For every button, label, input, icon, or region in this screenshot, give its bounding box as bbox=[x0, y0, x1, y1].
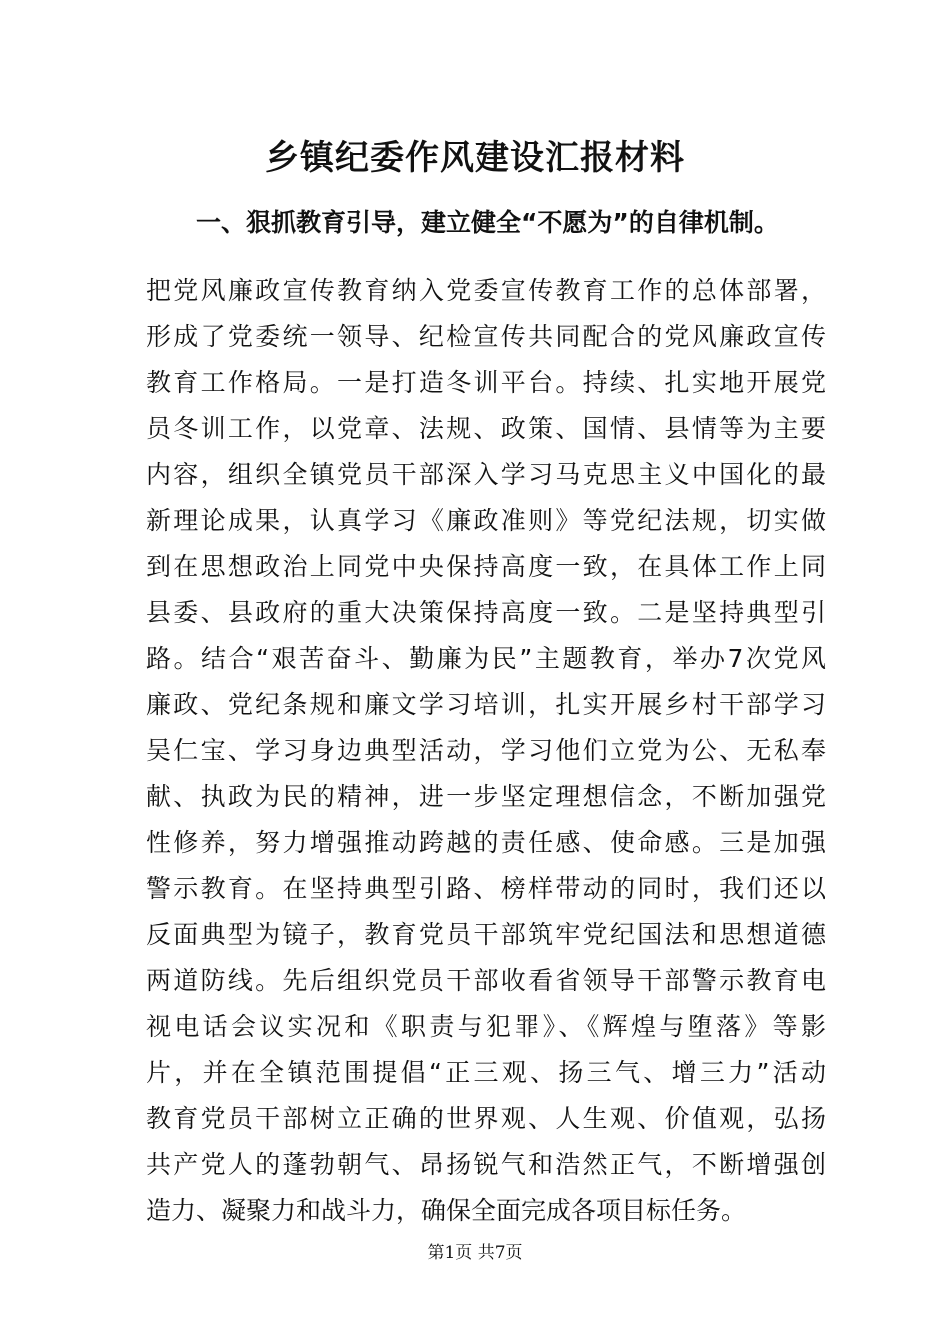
body-line: 吴仁宝、学习身边典型活动，学习他们立党为公、无私奉 bbox=[146, 736, 826, 765]
body-line: 造力、凝聚力和战斗力，确保全面完成各项目标任务。 bbox=[146, 1196, 747, 1225]
body-line: 廉政、党纪条规和廉文学习培训，扎实开展乡村干部学习 bbox=[146, 690, 826, 719]
body-line: 形成了党委统一领导、纪检宣传共同配合的党风廉政宣传 bbox=[146, 322, 826, 351]
body-line: 两道防线。先后组织党员干部收看省领导干部警示教育电 bbox=[146, 966, 826, 995]
body-line: 教育党员干部树立正确的世界观、人生观、价值观，弘扬 bbox=[146, 1104, 826, 1133]
body-line: 视电话会议实况和《职责与犯罪》、《辉煌与堕落》等影 bbox=[146, 1012, 826, 1041]
page-footer: 第1页 共7页 bbox=[427, 1243, 523, 1263]
body-line: 献、执政为民的精神，进一步坚定理想信念，不断加强党 bbox=[146, 782, 826, 811]
body-text bbox=[146, 268, 826, 1234]
body-line: 县委、县政府的重大决策保持高度一致。二是坚持典型引 bbox=[146, 598, 826, 627]
body-line: 新理论成果，认真学习《廉政准则》等党纪法规，切实做 bbox=[146, 506, 826, 535]
body-line: 共产党人的蓬勃朝气、昂扬锐气和浩然正气，不断增强创 bbox=[146, 1150, 826, 1179]
body-line: 员冬训工作，以党章、法规、政策、国情、县情等为主要 bbox=[146, 414, 826, 443]
document-title: 乡镇纪委作风建设汇报材料 bbox=[265, 138, 685, 178]
body-line: 性修养，努力增强推动跨越的责任感、使命感。三是加强 bbox=[146, 828, 826, 857]
body-line: 教育工作格局。一是打造冬训平台。持续、扎实地开展党 bbox=[146, 368, 826, 397]
body-line: 到在思想政治上同党中央保持高度一致，在具体工作上同 bbox=[146, 552, 826, 581]
body-line: 内容，组织全镇党员干部深入学习马克思主义中国化的最 bbox=[146, 460, 826, 489]
body-line: 反面典型为镜子，教育党员干部筑牢党纪国法和思想道德 bbox=[146, 920, 826, 949]
section-heading: 一、狠抓教育引导，建立健全“不愿为”的自律机制。 bbox=[196, 208, 779, 237]
body-line: 路。结合“艰苦奋斗、勤廉为民”主题教育，举办7次党风 bbox=[146, 644, 826, 673]
body-line: 片，并在全镇范围提倡“正三观、扬三气、增三力”活动 bbox=[146, 1058, 826, 1087]
body-line: 把党风廉政宣传教育纳入党委宣传教育工作的总体部署， bbox=[146, 276, 826, 305]
body-line: 警示教育。在坚持典型引路、榜样带动的同时，我们还以 bbox=[146, 874, 826, 903]
